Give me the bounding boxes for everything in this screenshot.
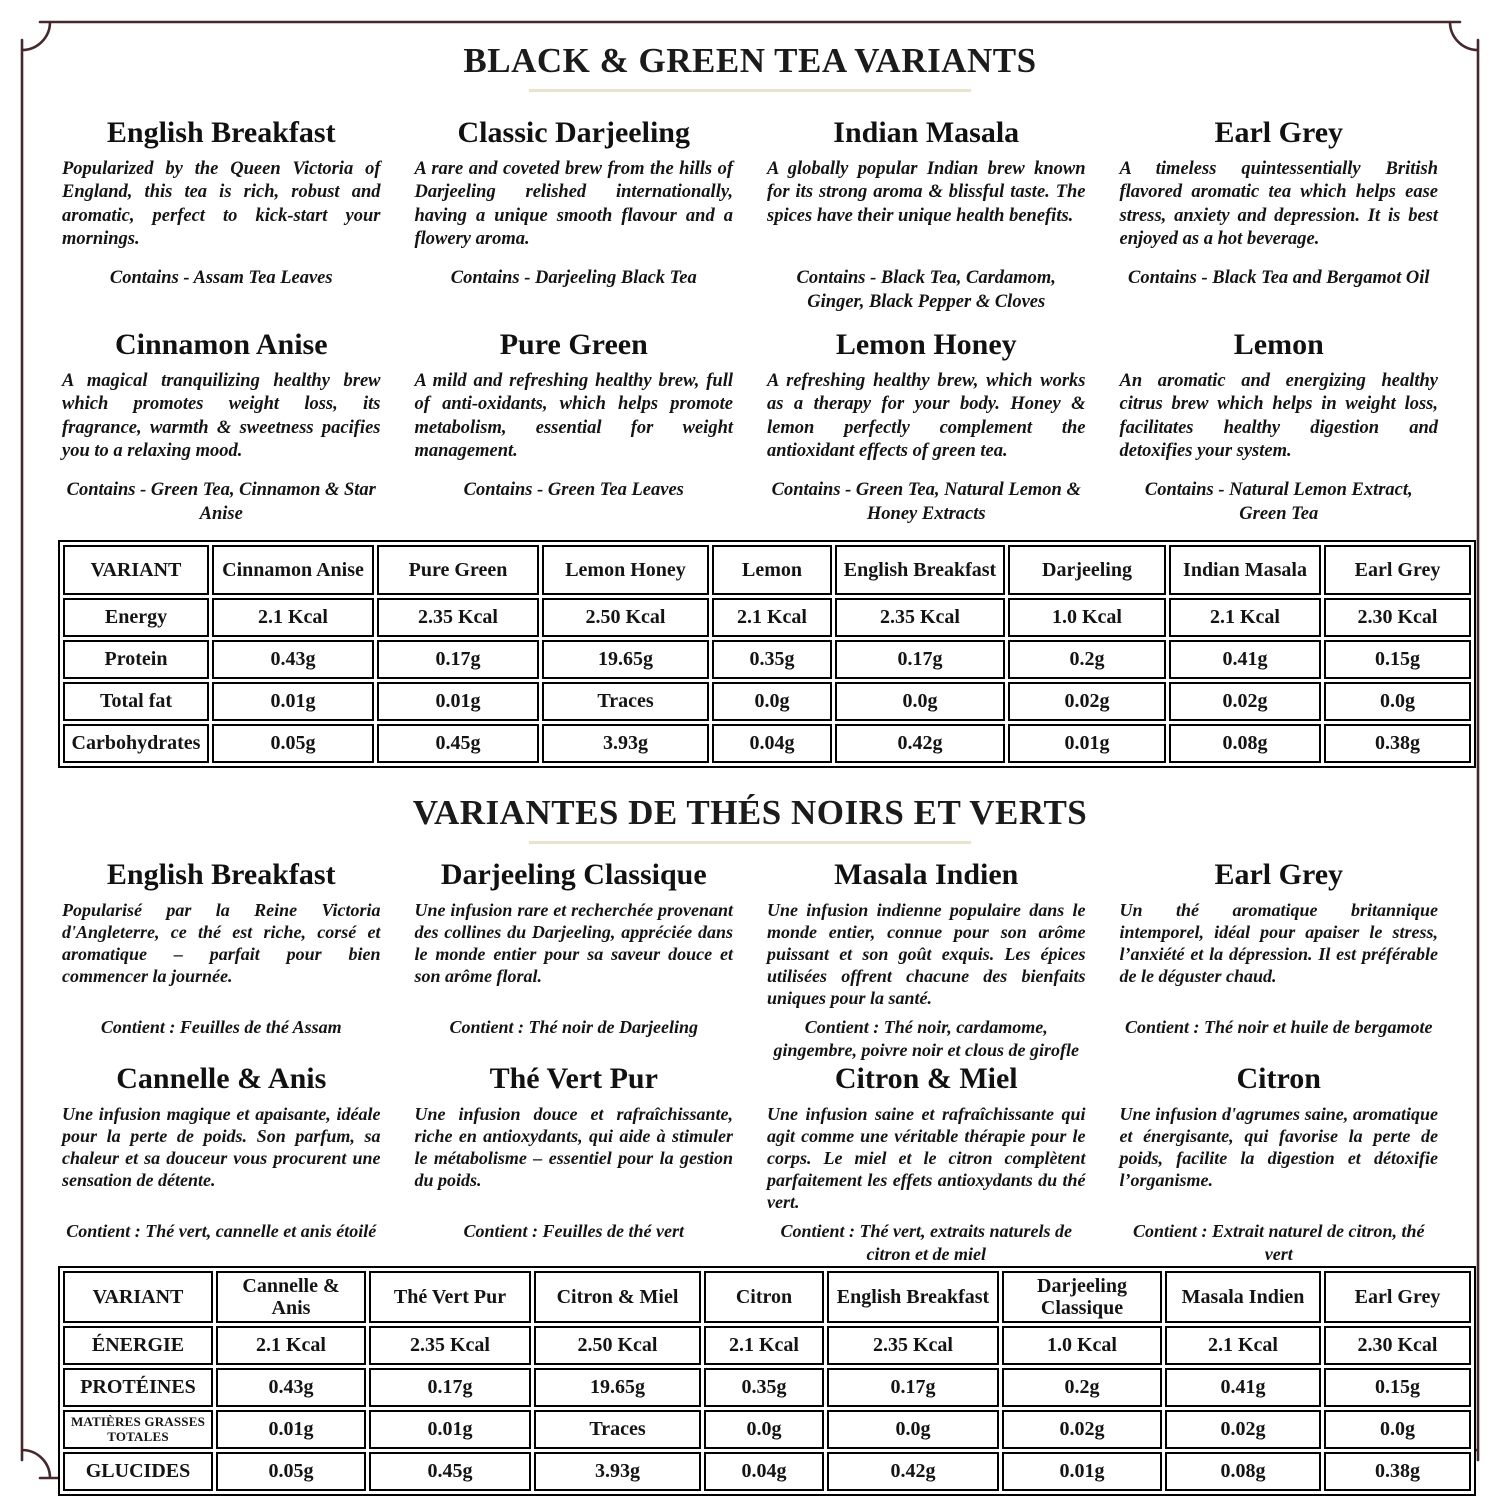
nutrition-value: 0.41g [1165, 1368, 1321, 1407]
variant-description: A timeless quintessentially British flavored aromatic tea which helps ease stress, anxiety and depression. It is best enjoyed as a hot beverage. [1119, 159, 1438, 249]
nutrition-value: 0.01g [369, 1410, 531, 1449]
variant-title: Earl Grey [1214, 116, 1344, 149]
table-row [63, 1452, 1471, 1491]
column-header: Darjeeling [1008, 545, 1166, 595]
variant-ingredients: Contient : Thé noir et huile de bergamote [1124, 1017, 1433, 1037]
nutrition-value: 0.05g [216, 1452, 366, 1491]
nutrition-value: 0.15g [1324, 640, 1471, 679]
variant-cards-english [58, 114, 1442, 538]
title-underline-french [529, 841, 971, 844]
nutrition-value: 19.65g [542, 640, 709, 679]
nutrition-value: 1.0 Kcal [1008, 598, 1166, 637]
nutrition-value: 2.1 Kcal [212, 598, 374, 637]
column-header: Earl Grey [1324, 1271, 1471, 1323]
variant-description: Une infusion douce et rafraîchissante, riche en antioxydants, qui aide à stimuler le métabolisme – essentiel pour la gestion du poids. [414, 1104, 733, 1190]
nutrition-value: 2.35 Kcal [827, 1326, 999, 1365]
row-label: Protein [63, 640, 209, 679]
variant-title: Lemon [1233, 328, 1324, 361]
row-label: PROTÉINES [63, 1368, 213, 1407]
variant-card [411, 114, 738, 326]
variant-card [411, 326, 738, 538]
section-title-french: VARIANTES DE THÉS NOIRS ET VERTS [412, 793, 1088, 832]
variant-description: A globally popular Indian brew known for its strong aroma & blissful taste. The spices have their unique health benefits. [767, 159, 1086, 226]
column-header: Lemon [712, 545, 832, 595]
nutrition-value: 0.05g [212, 724, 374, 763]
table-row [63, 598, 1471, 637]
variant-description: A refreshing healthy brew, which works as a therapy for your body. Honey & lemon perfectly complement the antioxidant effects of green tea. [767, 371, 1086, 461]
variant-title: Classic Darjeeling [457, 116, 690, 149]
variant-title: Thé Vert Pur [489, 1062, 658, 1095]
nutrition-value: 0.35g [712, 640, 832, 679]
nutrition-value: 0.41g [1169, 640, 1321, 679]
variant-ingredients: Contient : Feuilles de thé Assam [100, 1017, 342, 1037]
nutrition-value: 1.0 Kcal [1002, 1326, 1162, 1365]
row-label: MATIÈRES GRASSES TOTALES [63, 1410, 213, 1449]
column-header: Pure Green [377, 545, 539, 595]
nutrition-value: 0.43g [212, 640, 374, 679]
nutrition-value: 0.01g [1002, 1452, 1162, 1491]
nutrition-value: 0.0g [1324, 682, 1471, 721]
variant-card [763, 856, 1090, 1060]
nutrition-value: 0.38g [1324, 724, 1471, 763]
row-label: Energy [63, 598, 209, 637]
nutrition-value: 0.01g [377, 682, 539, 721]
section-title-english: BLACK & GREEN TEA VARIANTS [463, 41, 1037, 80]
variant-card [763, 326, 1090, 538]
nutrition-value: 2.35 Kcal [377, 598, 539, 637]
variant-title: Cinnamon Anise [114, 328, 328, 361]
variant-title: Citron & Miel [834, 1062, 1018, 1095]
nutrition-value: 0.0g [712, 682, 832, 721]
nutrition-value: Traces [542, 682, 709, 721]
nutrition-value: 3.93g [542, 724, 709, 763]
nutrition-value: 19.65g [534, 1368, 701, 1407]
nutrition-value: 0.08g [1165, 1452, 1321, 1491]
nutrition-value: 0.0g [1324, 1410, 1471, 1449]
nutrition-value: 2.1 Kcal [216, 1326, 366, 1365]
column-header: Citron & Miel [534, 1271, 701, 1323]
table-row [63, 724, 1471, 763]
title-underline-english [529, 89, 971, 92]
variant-ingredients: Contient : Thé vert, extraits naturels de citron et de miel [780, 1221, 1072, 1265]
row-label: Total fat [63, 682, 209, 721]
nutrition-table-english [58, 540, 1476, 768]
variant-description: Une infusion saine et rafraîchissante qui agit comme une véritable thérapie pour le corps. Le miel et le citron complètent parfaitement les effets antioxydants du thé vert. [767, 1104, 1086, 1212]
column-header: English Breakfast [827, 1271, 999, 1323]
nutrition-value: 0.0g [827, 1410, 999, 1449]
variant-cards-french [58, 856, 1442, 1264]
row-label: ÉNERGIE [63, 1326, 213, 1365]
variant-title: Cannelle & Anis [116, 1062, 327, 1095]
nutrition-value: 0.04g [704, 1452, 824, 1491]
nutrition-value: 2.30 Kcal [1324, 598, 1471, 637]
column-header: Earl Grey [1324, 545, 1471, 595]
nutrition-value: 0.35g [704, 1368, 824, 1407]
variant-ingredients: Contains - Natural Lemon Extract, Green Tea [1144, 480, 1413, 524]
variant-ingredients: Contains - Black Tea, Cardamom, Ginger, Black Pepper & Cloves [796, 268, 1056, 312]
variant-description: Une infusion indienne populaire dans le monde entier, connue pour son arôme puissant et son goût exquis. Les épices utilisées offrent chacune des bienfaits uniques pour la santé. [767, 900, 1086, 1008]
column-header: VARIANT [63, 545, 209, 595]
column-header: Thé Vert Pur [369, 1271, 531, 1323]
column-header: Masala Indien [1165, 1271, 1321, 1323]
variant-description: A mild and refreshing healthy brew, full of anti-oxidants, which helps promote metabolism, essential for weight management. [414, 371, 733, 461]
nutrition-value: 0.02g [1169, 682, 1321, 721]
nutrition-value: 2.30 Kcal [1324, 1326, 1471, 1365]
variant-card [1116, 856, 1443, 1060]
nutrition-value: 0.0g [704, 1410, 824, 1449]
nutrition-value: 0.2g [1002, 1368, 1162, 1407]
variant-card [763, 1060, 1090, 1264]
nutrition-value: 0.0g [835, 682, 1005, 721]
variant-description: Une infusion magique et apaisante, idéale pour la perte de poids. Son parfum, sa chaleur et sa douceur vous procurent une sensation de détente. [62, 1104, 381, 1190]
column-header: Cannelle & Anis [216, 1271, 366, 1323]
variant-title: English Breakfast [106, 858, 336, 891]
nutrition-value: 0.45g [369, 1452, 531, 1491]
variant-title: English Breakfast [106, 116, 336, 149]
variant-ingredients: Contient : Thé noir de Darjeeling [449, 1017, 698, 1037]
variant-ingredients: Contains - Darjeeling Black Tea [450, 268, 697, 288]
variant-description: A rare and coveted brew from the hills of Darjeeling relished internationally, having a unique smooth flavour and a flowery aroma. [414, 159, 733, 249]
variant-description: Une infusion rare et recherchée provenant des collines du Darjeeling, appréciée dans le monde entier pour sa saveur douce et son arôme floral. [414, 900, 733, 986]
variant-title: Pure Green [499, 328, 648, 361]
nutrition-value: 0.04g [712, 724, 832, 763]
column-header: Citron [704, 1271, 824, 1323]
variant-description: Une infusion d'agrumes saine, aromatique et énergisante, qui favorise la perte de poids, facilite la digestion et détoxifie l’organisme. [1119, 1104, 1438, 1190]
nutrition-value: 0.2g [1008, 640, 1166, 679]
variant-ingredients: Contient : Feuilles de thé vert [463, 1221, 684, 1241]
nutrition-value: 0.17g [835, 640, 1005, 679]
row-label: GLUCIDES [63, 1452, 213, 1491]
nutrition-value: 0.38g [1324, 1452, 1471, 1491]
nutrition-value: 0.17g [369, 1368, 531, 1407]
nutrition-value: 0.42g [835, 724, 1005, 763]
nutrition-value: 0.02g [1008, 682, 1166, 721]
table-header-row [63, 1271, 1471, 1323]
column-header: English Breakfast [835, 545, 1005, 595]
label-content [58, 40, 1442, 1496]
nutrition-value: 0.01g [1008, 724, 1166, 763]
variant-title: Masala Indien [834, 858, 1019, 891]
variant-title: Lemon Honey [835, 328, 1017, 361]
variant-description: An aromatic and energizing healthy citrus brew which helps in weight loss, facilitates healthy digestion and detoxifies your system. [1119, 371, 1438, 461]
variant-card [58, 114, 385, 326]
section-english [58, 40, 1442, 768]
nutrition-value: 0.01g [216, 1410, 366, 1449]
table-header-row [63, 545, 1471, 595]
nutrition-value: Traces [534, 1410, 701, 1449]
row-label: Carbohydrates [63, 724, 209, 763]
nutrition-value: 0.45g [377, 724, 539, 763]
variant-description: A magical tranquilizing healthy brew which promotes weight loss, its fragrance, warmth & sweetness pacifies you to a relaxing mood. [62, 371, 381, 461]
variant-card [58, 326, 385, 538]
nutrition-value: 2.50 Kcal [542, 598, 709, 637]
variant-ingredients: Contient : Thé noir, cardamome, gingembre, poivre noir et clous de girofle [773, 1017, 1079, 1061]
variant-card [1116, 114, 1443, 326]
table-row [63, 1326, 1471, 1365]
nutrition-value: 2.1 Kcal [1165, 1326, 1321, 1365]
variant-title: Darjeeling Classique [440, 858, 707, 891]
section-french [58, 792, 1442, 1496]
nutrition-value: 0.01g [212, 682, 374, 721]
table-row [63, 640, 1471, 679]
variant-ingredients: Contains - Green Tea, Cinnamon & Star Anise [66, 480, 376, 524]
variant-card [1116, 326, 1443, 538]
variant-ingredients: Contient : Extrait naturel de citron, thé vert [1132, 1221, 1425, 1265]
nutrition-value: 3.93g [534, 1452, 701, 1491]
column-header: Darjeeling Classique [1002, 1271, 1162, 1323]
nutrition-value: 0.02g [1165, 1410, 1321, 1449]
table-row [63, 1368, 1471, 1407]
column-header: Indian Masala [1169, 545, 1321, 595]
table-row [63, 682, 1471, 721]
nutrition-value: 2.35 Kcal [369, 1326, 531, 1365]
variant-card [1116, 1060, 1443, 1264]
nutrition-value: 2.1 Kcal [1169, 598, 1321, 637]
variant-description: Un thé aromatique britannique intemporel, idéal pour apaiser le stress, l’anxiété et la dépression. Il est préférable de le déguster chaud. [1119, 900, 1438, 986]
variant-ingredients: Contains - Assam Tea Leaves [109, 268, 333, 288]
nutrition-value: 0.17g [827, 1368, 999, 1407]
variant-description: Popularisé par la Reine Victoria d'Angleterre, ce thé est riche, corsé et aromatique – parfait pour bien commencer la journée. [62, 900, 381, 986]
nutrition-value: 0.43g [216, 1368, 366, 1407]
variant-card [763, 114, 1090, 326]
variant-card [411, 1060, 738, 1264]
nutrition-value: 2.1 Kcal [704, 1326, 824, 1365]
nutrition-value: 0.42g [827, 1452, 999, 1491]
variant-card [411, 856, 738, 1060]
variant-ingredients: Contains - Black Tea and Bergamot Oil [1127, 268, 1430, 288]
variant-ingredients: Contient : Thé vert, cannelle et anis étoilé [66, 1221, 377, 1241]
nutrition-table-french [58, 1266, 1476, 1496]
variant-title: Earl Grey [1214, 858, 1344, 891]
nutrition-value: 2.1 Kcal [712, 598, 832, 637]
nutrition-value: 2.35 Kcal [835, 598, 1005, 637]
variant-title: Citron [1236, 1062, 1321, 1095]
nutrition-value: 0.15g [1324, 1368, 1471, 1407]
column-header: Lemon Honey [542, 545, 709, 595]
variant-ingredients: Contains - Green Tea, Natural Lemon & Honey Extracts [771, 480, 1081, 524]
table-row [63, 1410, 1471, 1449]
nutrition-value: 2.50 Kcal [534, 1326, 701, 1365]
variant-card [58, 856, 385, 1060]
column-header: Cinnamon Anise [212, 545, 374, 595]
nutrition-value: 0.02g [1002, 1410, 1162, 1449]
variant-ingredients: Contains - Green Tea Leaves [463, 480, 684, 500]
nutrition-value: 0.17g [377, 640, 539, 679]
variant-card [58, 1060, 385, 1264]
variant-title: Indian Masala [833, 116, 1020, 149]
variant-description: Popularized by the Queen Victoria of England, this tea is rich, robust and aromatic, perfect to kick-start your mornings. [62, 159, 381, 249]
nutrition-value: 0.08g [1169, 724, 1321, 763]
column-header: VARIANT [63, 1271, 213, 1323]
